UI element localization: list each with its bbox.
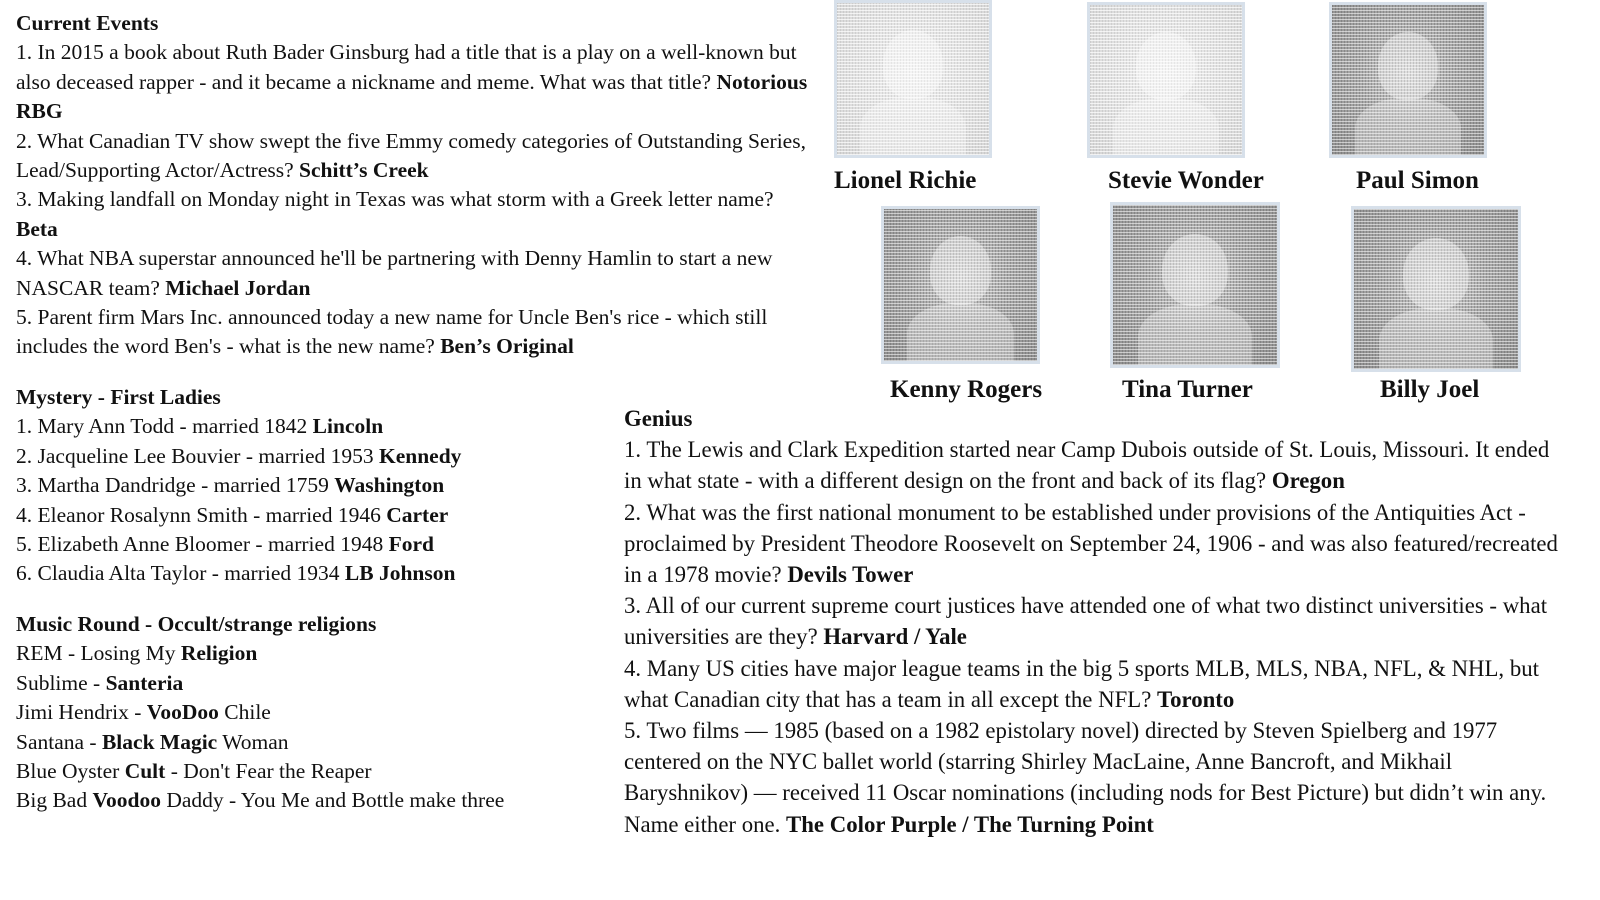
music-round-item: Santana - Black Magic Woman bbox=[16, 729, 289, 754]
portrait-figure bbox=[883, 30, 944, 98]
current-events-heading: Current Events bbox=[16, 11, 159, 35]
photo-caption-paul-simon: Paul Simon bbox=[1356, 167, 1479, 194]
genius-question-1: 1. The Lewis and Clark Expedition started near Camp Dubois outside of St. Louis, Missouri. It ended in what state - with a different design on the front and back of its flag? Oregon bbox=[624, 437, 1550, 494]
first-lady-item: 1. Mary Ann Todd - married 1842 Lincoln bbox=[16, 414, 384, 439]
genius-question-4: 4. Many US cities have major league teams in the big 5 sports MLB, MLS, NBA, NFL, & NHL, but what Canadian city that has a team in all except the NFL? Toronto bbox=[624, 655, 1539, 712]
first-lady-answer: LB Johnson bbox=[344, 561, 456, 586]
music-round-heading: Music Round - Occult/strange religions bbox=[16, 612, 377, 636]
first-lady-answer: Washington bbox=[334, 473, 445, 498]
portrait-shoulders bbox=[860, 97, 966, 158]
genius-heading: Genius bbox=[624, 406, 693, 431]
photo-billy-joel bbox=[1351, 206, 1521, 372]
genius-question-2: 2. What was the first national monument to be established under provisions of the Antiquities Act - proclaimed by President Theodore Roosevelt on September 24, 1906 - and was also featured/recreated in a 1978 movie? Devils Tower bbox=[624, 499, 1558, 588]
first-lady-item: 2. Jacqueline Lee Bouvier - married 1953 Kennedy bbox=[16, 443, 462, 468]
genius-answer-4: Toronto bbox=[1157, 686, 1235, 712]
current-events-question-5: 5. Parent firm Mars Inc. announced today a new name for Uncle Ben's rice - which still includes the word Ben's - what is the new name? Ben’s Original bbox=[16, 305, 768, 359]
current-events-answer-2: Schitt’s Creek bbox=[299, 158, 429, 183]
genius-section bbox=[624, 403, 1564, 840]
first-ladies-heading: Mystery - First Ladies bbox=[16, 385, 221, 409]
first-lady-item: 4. Eleanor Rosalynn Smith - married 1946 Carter bbox=[16, 502, 449, 527]
current-events-answer-3: Beta bbox=[16, 216, 58, 241]
portrait-shoulders bbox=[907, 303, 1014, 364]
music-round-item: REM - Losing My Religion bbox=[16, 641, 258, 666]
current-events-answer-4: Michael Jordan bbox=[165, 275, 311, 300]
current-events-answer-1: Notorious RBG bbox=[16, 69, 808, 124]
genius-answer-1: Oregon bbox=[1271, 468, 1345, 494]
music-round-item: Sublime - Santeria bbox=[16, 670, 184, 695]
first-lady-answer: Lincoln bbox=[312, 414, 384, 439]
photo-tina-turner bbox=[1110, 202, 1280, 368]
genius-answer-5: The Color Purple / The Turning Point bbox=[786, 811, 1154, 837]
portrait-figure bbox=[1162, 234, 1228, 306]
first-lady-item: 6. Claudia Alta Taylor - married 1934 LB Johnson bbox=[16, 561, 456, 586]
photo-caption-tina-turner: Tina Turner bbox=[1122, 376, 1253, 403]
current-events-question-3: 3. Making landfall on Monday night in Texas was what storm with a Greek letter name? Beta bbox=[16, 187, 774, 241]
first-lady-item: 5. Elizabeth Anne Bloomer - married 1948 Ford bbox=[16, 532, 434, 557]
photo-caption-lionel-richie: Lionel Richie bbox=[834, 167, 977, 194]
portrait-figure bbox=[1403, 238, 1469, 310]
current-events-answer-5: Ben’s Original bbox=[440, 334, 574, 359]
genius-answer-2: Devils Tower bbox=[787, 562, 914, 588]
current-events-section bbox=[16, 9, 816, 362]
genius-answer-3: Harvard / Yale bbox=[823, 624, 967, 650]
photo-stevie-wonder bbox=[1087, 2, 1245, 158]
current-events-question-2: 2. What Canadian TV show swept the five Emmy comedy categories of Outstanding Series, Lead/Supporting Actor/Actress? Schitt’s Creek bbox=[16, 128, 806, 183]
first-lady-item: 3. Martha Dandridge - married 1759 Washington bbox=[16, 473, 445, 498]
first-lady-answer: Kennedy bbox=[378, 443, 462, 468]
photo-caption-kenny-rogers: Kenny Rogers bbox=[890, 376, 1043, 403]
photo-kenny-rogers bbox=[881, 206, 1040, 364]
music-round-item: Jimi Hendrix - VooDoo Chile bbox=[16, 700, 271, 725]
photo-caption-billy-joel: Billy Joel bbox=[1380, 376, 1480, 403]
photo-caption-stevie-wonder: Stevie Wonder bbox=[1108, 167, 1264, 194]
first-lady-answer: Carter bbox=[386, 502, 449, 527]
portrait-shoulders bbox=[1379, 308, 1494, 372]
current-events-question-4: 4. What NBA superstar announced he'll be partnering with Denny Hamlin to start a new NASCAR team? Michael Jordan bbox=[16, 246, 773, 300]
music-round-section bbox=[16, 610, 616, 816]
portrait-figure bbox=[1136, 32, 1197, 100]
photo-paul-simon bbox=[1329, 2, 1487, 158]
music-round-item: Blue Oyster Cult - Don't Fear the Reaper bbox=[16, 759, 372, 784]
genius-question-5: 5. Two films — 1985 (based on a 1982 epistolary novel) directed by Steven Spielberg and 1977 centered on the NYC ballet world (starring Shirley MacLaine, Anne Bancroft, and Mikhail Baryshnikov) — received 11 Oscar nominations (including nods for Best Picture) but didn’t win any. Name either one. The Color Purple / The Turning Point bbox=[624, 718, 1547, 837]
genius-question-3: 3. All of our current supreme court justices have attended one of what two distinct universities - what universities are they? Harvard / Yale bbox=[624, 593, 1548, 650]
portrait-figure bbox=[1378, 32, 1439, 100]
first-ladies-section bbox=[16, 383, 576, 589]
portrait-shoulders bbox=[1138, 304, 1253, 368]
music-round-item: Big Bad Voodoo Daddy - You Me and Bottle make three bbox=[16, 788, 505, 813]
portrait-shoulders bbox=[1113, 98, 1219, 158]
first-lady-answer: Ford bbox=[388, 532, 434, 557]
current-events-question-1: 1. In 2015 a book about Ruth Bader Ginsburg had a title that is a play on a well-known but also deceased rapper - and it became a nickname and meme. What was that title? Notorious RBG bbox=[16, 40, 808, 124]
portrait-figure bbox=[930, 236, 991, 304]
photo-lionel-richie bbox=[834, 0, 992, 158]
portrait-shoulders bbox=[1355, 98, 1461, 158]
